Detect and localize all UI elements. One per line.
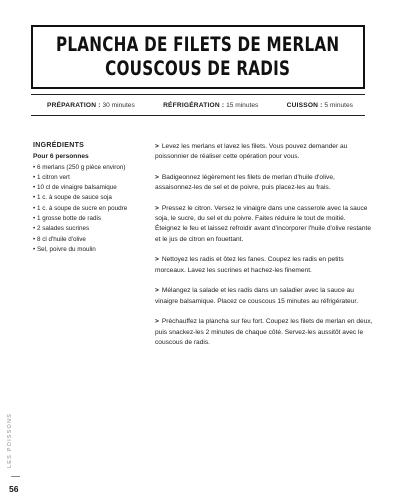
serving-size: Pour 6 personnes <box>33 153 89 161</box>
instructions-column <box>155 142 373 359</box>
ingredients-heading: INGRÉDIENTS <box>33 142 85 149</box>
recipe-timing-bar <box>31 94 365 116</box>
recipe-title-box <box>31 25 365 89</box>
ingredient-item: • 2 salades sucrines <box>33 225 90 233</box>
step-text: Badigeonnez légèrement les filets de merlan d'huile d'olive, assaisonnez-les de sel et de poivre, puis placez-les au frais. <box>155 174 335 192</box>
section-side-label: LES POISSONS <box>7 412 13 468</box>
instruction-step <box>155 173 373 193</box>
ingredient-item: • 1 c. à soupe de sauce soja <box>33 194 112 202</box>
instruction-step <box>155 204 373 245</box>
step-chevron-icon: > <box>155 256 159 264</box>
prep-time <box>47 102 135 109</box>
ingredient-item: • 8 cl d'huile d'olive <box>33 235 86 243</box>
instruction-step <box>155 317 373 348</box>
instruction-step <box>155 255 373 275</box>
ingredient-item: • 1 citron vert <box>33 173 70 181</box>
step-chevron-icon: > <box>155 174 159 181</box>
ingredient-item: • 1 c. à soupe de sucre en poudre <box>33 204 128 212</box>
step-chevron-icon: > <box>155 143 159 150</box>
margin-divider <box>11 476 20 477</box>
ingredient-item: • Sel, poivre du moulin <box>33 245 96 253</box>
step-chevron-icon: > <box>155 287 159 295</box>
ingredient-item: • 1 grosse botte de radis <box>33 215 102 223</box>
cook-time-label: CUISSON : <box>286 101 323 109</box>
prep-time-label: PRÉPARATION : <box>47 101 101 109</box>
recipe-title-line-2: COUSCOUS DE RADIS <box>105 57 291 80</box>
ingredient-item: • 6 merlans (250 g pièce environ) <box>33 163 126 171</box>
step-text: Préchauffez la plancha sur feu fort. Coupez les filets de merlan en deux, puis snackez-les 2 minutes de chaque côté. Servez-les aussitôt avec le couscous de radis. <box>155 318 373 346</box>
ingredients-column <box>33 141 138 255</box>
cook-time-value: 5 minutes <box>324 101 353 109</box>
step-text: Nettoyez les radis et ôtez les fanes. Coupez les radis en petits morceaux. Lavez les sucrines et hachez-les finement. <box>155 256 344 274</box>
prep-time-value: 30 minutes <box>102 101 135 109</box>
fridge-time-value: 15 minutes <box>226 101 259 109</box>
step-text: Pressez le citron. Versez le vinaigre dans une casserole avec la sauce soja, le sucre, du sel et du poivre. Faites réduire le tout de moitié. Éteignez le feu et laissez refroidir avant d'incorporer l'huile d'olive restante et le jus de citron en fouettant. <box>155 205 371 243</box>
ingredient-item: • 10 cl de vinaigre balsamique <box>33 184 117 192</box>
step-chevron-icon: > <box>155 205 159 212</box>
fridge-time-label: RÉFRIGÉRATION : <box>163 101 225 109</box>
step-chevron-icon: > <box>155 318 159 326</box>
step-text: Mélangez la salade et les radis dans un saladier avec la sauce au vinaigre balsamique. Placez ce couscous 15 minutes au réfrigérateur. <box>155 287 359 305</box>
step-text: Levez les merlans et lavez les filets. Vous pouvez demander au poissonnier de réaliser cette opération pour vous. <box>155 143 348 161</box>
cook-time <box>287 102 353 109</box>
recipe-title-line-1: PLANCHA DE FILETS DE MERLAN <box>56 33 340 56</box>
fridge-time <box>163 102 258 109</box>
instruction-step <box>155 142 373 162</box>
instruction-step <box>155 286 373 306</box>
page-number: 56 <box>9 484 19 494</box>
